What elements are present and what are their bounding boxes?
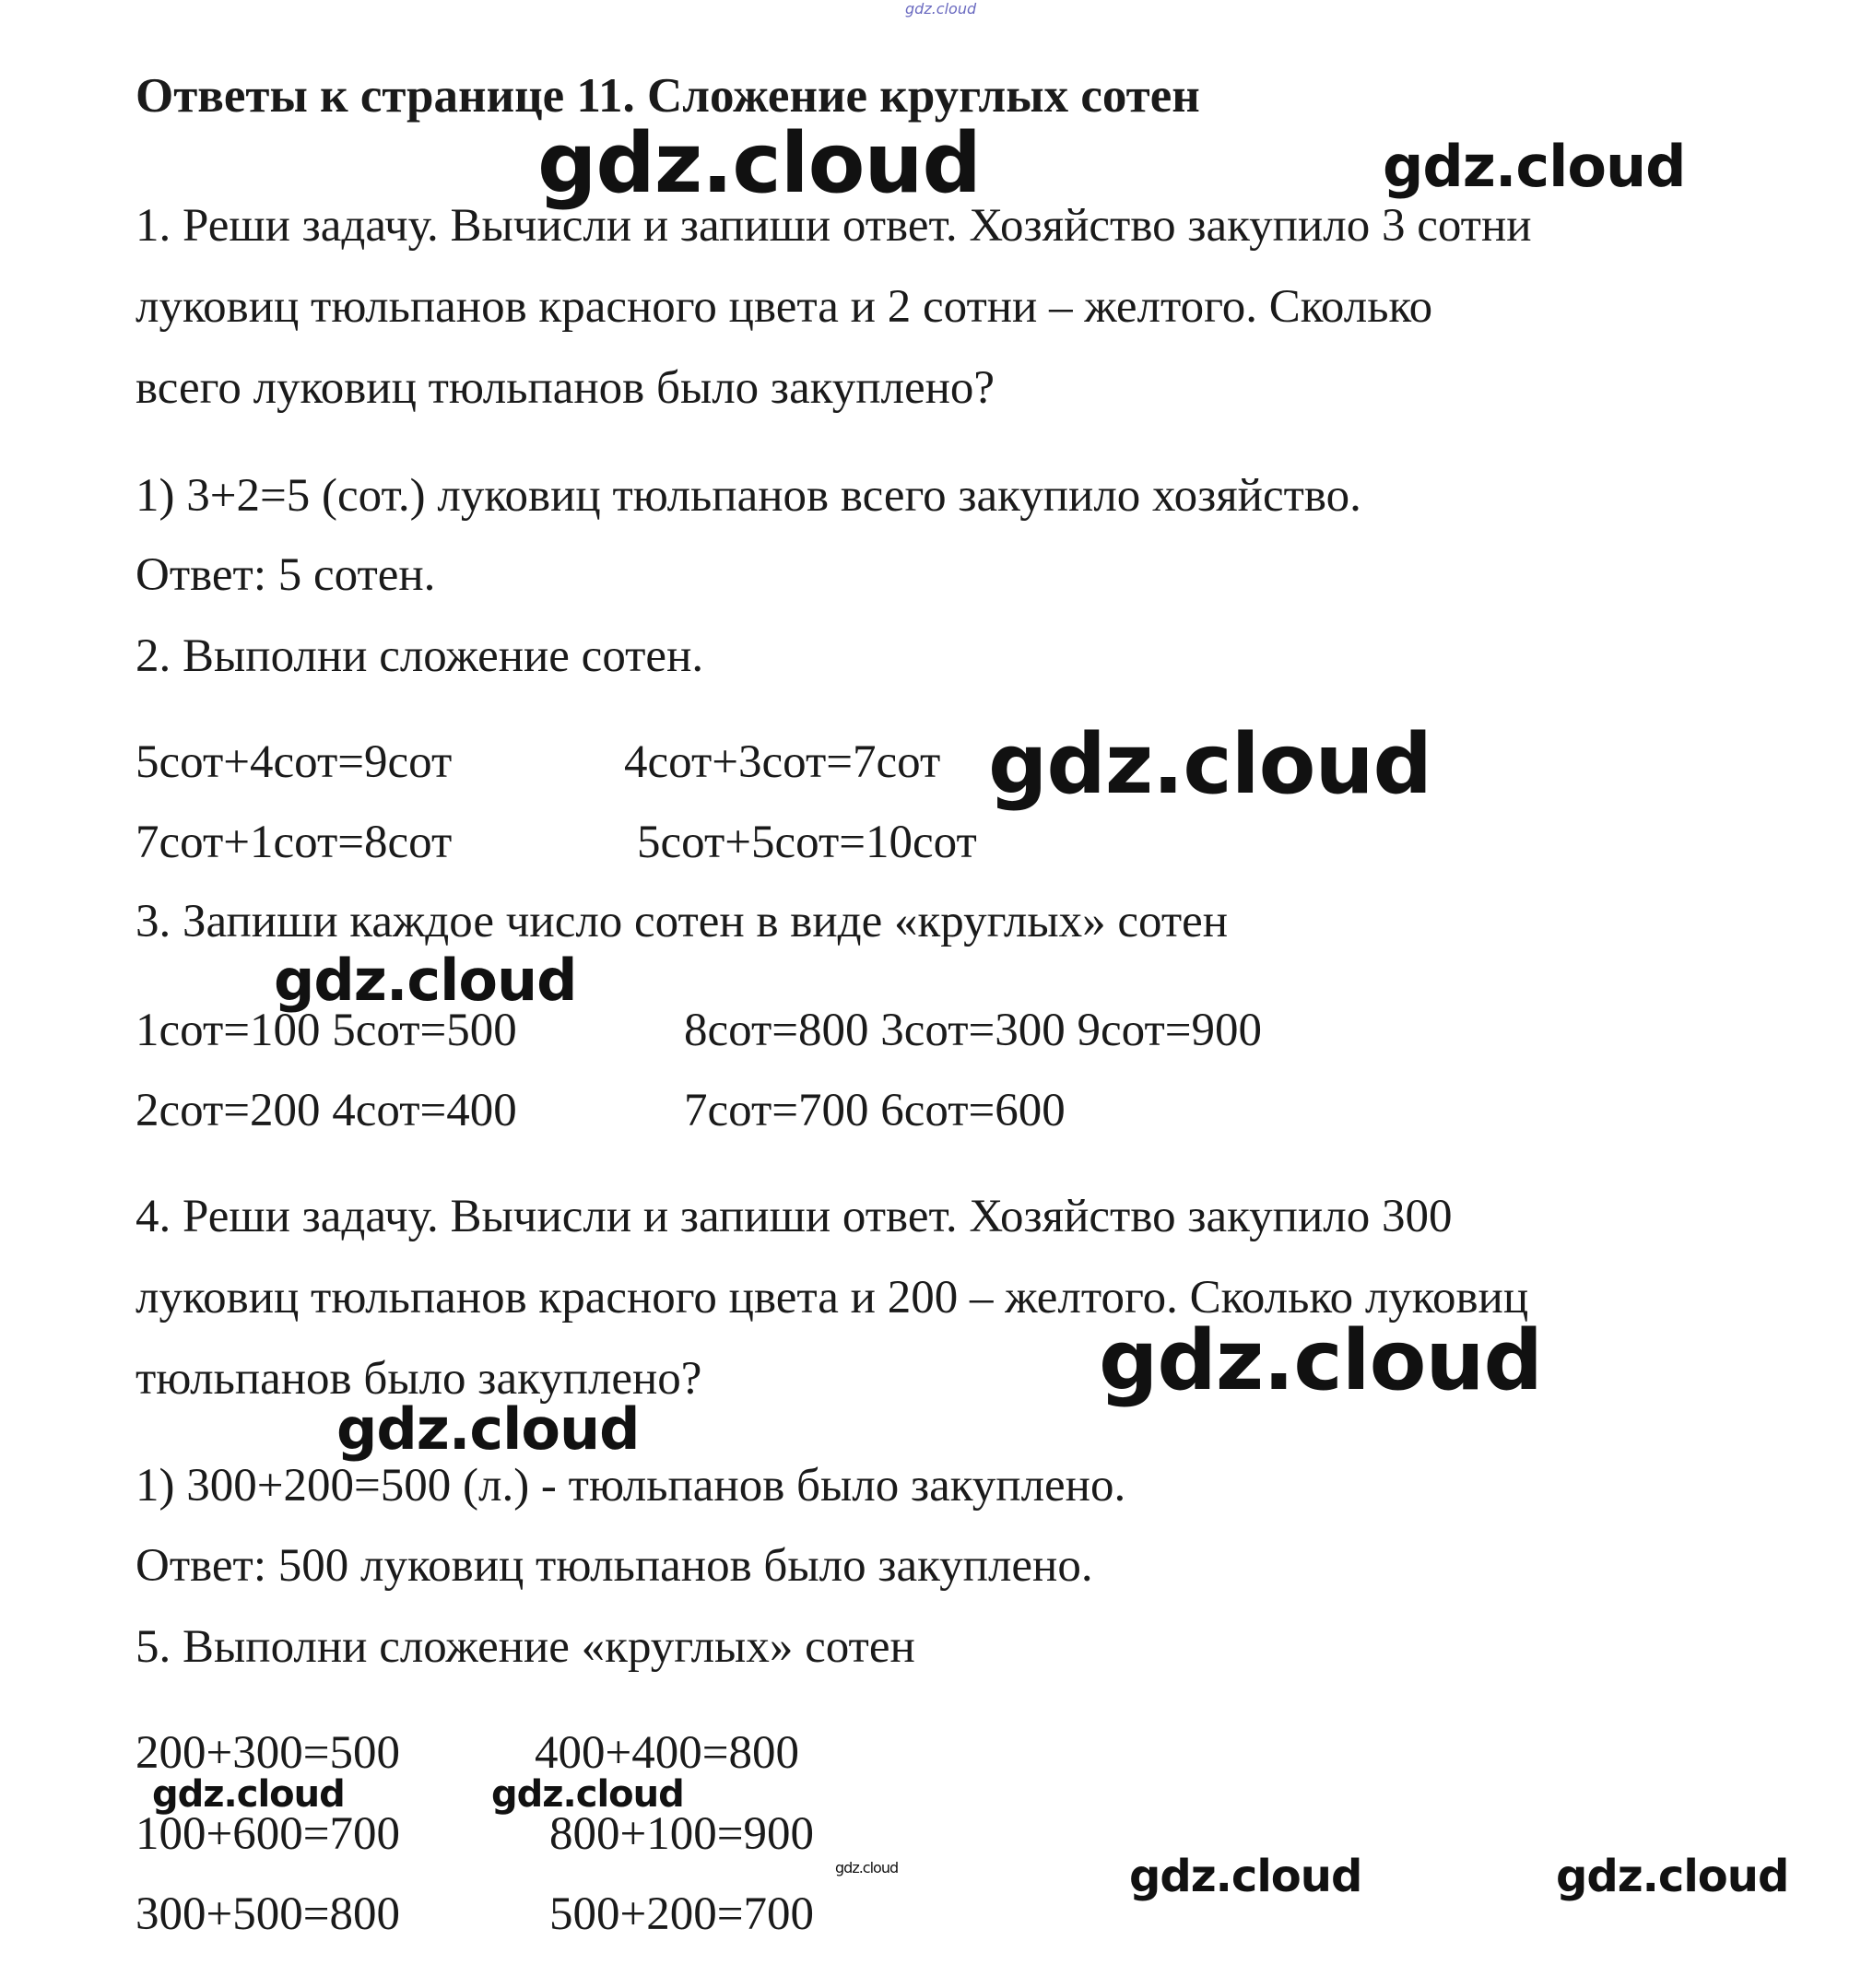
- watermark-4: gdz.cloud: [274, 947, 577, 1014]
- task3-row1-col2: 8сот=800 3сот=300 9сот=900: [684, 1005, 1263, 1056]
- page-title: Ответы к странице 11. Сложение круглых сотен: [135, 69, 1200, 123]
- task4-answer: Ответ: 500 луковиц тюльпанов было закуплено.: [135, 1540, 1093, 1592]
- task4-line3: тюльпанов было закуплено?: [135, 1353, 702, 1405]
- task1-line3: всего луковиц тюльпанов было закуплено?: [135, 362, 995, 414]
- task4-line1: 4. Реши задачу. Вычисли и запиши ответ. Хозяйство закупило 300: [135, 1191, 1453, 1242]
- task3-row1-col1: 1сот=100 5сот=500: [135, 1005, 517, 1056]
- task1-line2: луковиц тюльпанов красного цвета и 2 сотни – желтого. Сколько: [135, 281, 1433, 333]
- watermark-top: gdz.cloud: [905, 0, 977, 18]
- task3-row2-col2: 7сот=700 6сот=600: [684, 1085, 1066, 1136]
- task5-row2-col1: 100+600=700: [135, 1808, 401, 1860]
- watermark-7: gdz.cloud: [152, 1773, 345, 1816]
- task5-heading: 5. Выполни сложение «круглых» сотен: [135, 1621, 915, 1673]
- task2-row2-col1: 7сот+1сот=8сот: [135, 817, 453, 868]
- task4-line2: луковиц тюльпанов красного цвета и 200 – желтого. Сколько луковиц: [135, 1272, 1529, 1323]
- watermark-10: gdz.cloud: [1129, 1851, 1362, 1902]
- task5-row2-col2: 800+100=900: [549, 1808, 815, 1860]
- task2-heading: 2. Выполни сложение сотен.: [135, 630, 704, 682]
- watermark-3: gdz.cloud: [988, 716, 1431, 813]
- task5-row3-col1: 300+500=800: [135, 1888, 401, 1940]
- task5-row1-col2: 400+400=800: [535, 1727, 800, 1779]
- task5-row1-col1: 200+300=500: [135, 1727, 401, 1779]
- watermark-9: gdz.cloud: [835, 1859, 899, 1876]
- task3-heading: 3. Запиши каждое число сотен в виде «круглых» сотен: [135, 896, 1229, 947]
- task1-answer: Ответ: 5 сотен.: [135, 549, 436, 601]
- watermark-5: gdz.cloud: [1099, 1312, 1542, 1409]
- watermark-11: gdz.cloud: [1556, 1851, 1789, 1902]
- task2-row2-col2: 5сот+5сот=10сот: [637, 817, 977, 868]
- task1-line1: 1. Реши задачу. Вычисли и запиши ответ. Хозяйство закупило 3 сотни: [135, 200, 1532, 252]
- watermark-2: gdz.cloud: [1383, 133, 1686, 200]
- task2-row1-col1: 5сот+4сот=9сот: [135, 736, 453, 788]
- task2-row1-col2: 4сот+3сот=7сот: [624, 736, 941, 788]
- task3-row2-col1: 2сот=200 4сот=400: [135, 1085, 517, 1136]
- task1-solution: 1) 3+2=5 (сот.) луковиц тюльпанов всего закупило хозяйство.: [135, 470, 1361, 522]
- watermark-6: gdz.cloud: [336, 1395, 640, 1463]
- watermark-1: gdz.cloud: [537, 115, 981, 212]
- watermark-8: gdz.cloud: [491, 1773, 684, 1816]
- task5-row3-col2: 500+200=700: [549, 1888, 815, 1940]
- task4-solution: 1) 300+200=500 (л.) - тюльпанов было закуплено.: [135, 1460, 1126, 1512]
